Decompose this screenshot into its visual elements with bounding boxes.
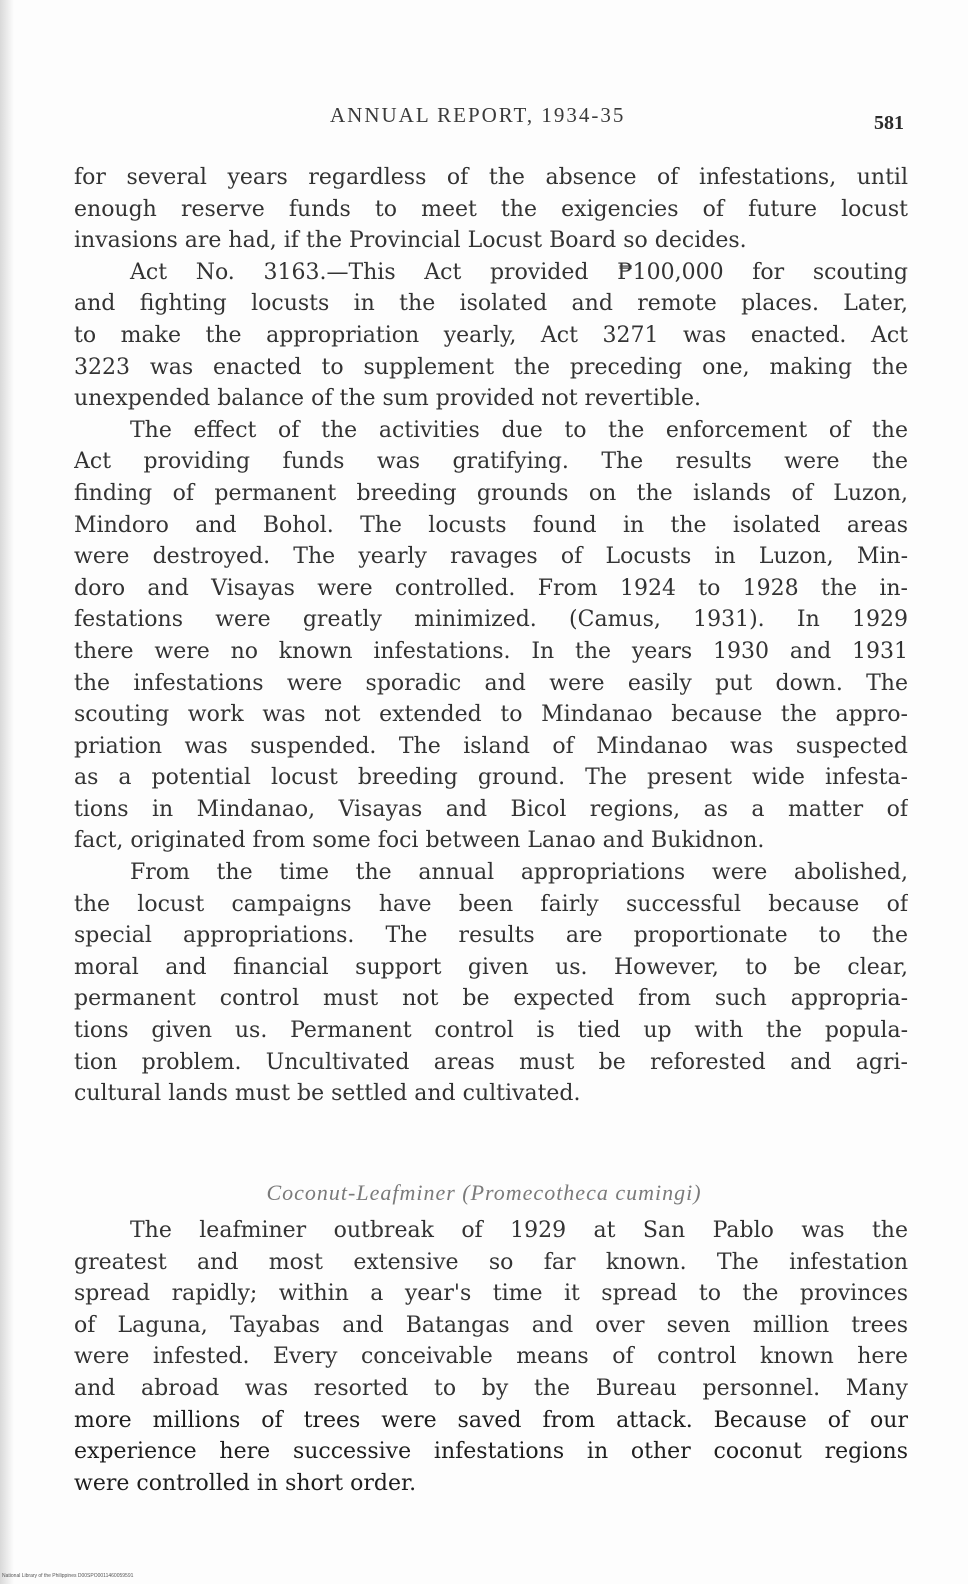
text-line: fact, originated from some foci between Lanao and Bukidnon. bbox=[74, 828, 765, 854]
text-line: unexpended balance of the sum provided not revertible. bbox=[74, 386, 702, 412]
text-line: to make the appropriation yearly, Act 3271 was enacted. Act bbox=[74, 322, 908, 348]
text-line: the infestations were sporadic and were easily put down. The bbox=[74, 670, 908, 696]
text-line: The effect of the activities due to the enforcement of the bbox=[130, 417, 908, 443]
page-number: 581 bbox=[874, 112, 904, 134]
text-line: spread rapidly; within a year's time it spread to the provinces bbox=[74, 1281, 908, 1307]
page-edge-shadow bbox=[0, 0, 14, 1584]
text-line: were destroyed. The yearly ravages of Locusts in Luzon, Min- bbox=[74, 544, 908, 570]
running-head: ANNUAL REPORT, 1934-35 bbox=[330, 103, 626, 127]
text-line: tions in Mindanao, Visayas and Bicol regions, as a matter of bbox=[74, 796, 908, 822]
text-line: festations were greatly minimized. (Camus, 1931). In 1929 bbox=[74, 607, 908, 633]
text-line: experience here successive infestations in other coconut regions bbox=[74, 1439, 908, 1465]
text-line: Act No. 3163.—This Act provided ₱100,000 for scouting bbox=[130, 259, 908, 285]
text-line: The leafminer outbreak of 1929 at San Pablo was the bbox=[130, 1218, 908, 1243]
text-line: and fighting locusts in the isolated and remote places. Later, bbox=[74, 291, 908, 317]
text-line: doro and Visayas were controlled. From 1924 to 1928 the in- bbox=[74, 575, 908, 601]
text-line: tion problem. Uncultivated areas must be reforested and agri- bbox=[74, 1049, 908, 1075]
text-line: enough reserve funds to meet the exigencies of future locust bbox=[74, 196, 908, 222]
text-line: of Laguna, Tayabas and Batangas and over seven million trees bbox=[74, 1312, 908, 1338]
text-line: cultural lands must be settled and cultivated. bbox=[74, 1081, 581, 1107]
section-text bbox=[74, 1215, 908, 1499]
text-line: moral and financial support given us. However, to be clear, bbox=[74, 954, 908, 980]
text-line: invasions are had, if the Provincial Locust Board so decides. bbox=[74, 228, 747, 254]
text-line: permanent control must not be expected from such appropria- bbox=[74, 986, 908, 1012]
section-heading: Coconut-Leafminer (Promecotheca cumingi) bbox=[266, 1180, 702, 1205]
text-line: Mindoro and Bohol. The locusts found in the isolated areas bbox=[74, 512, 908, 538]
text-line: From the time the annual appropriations were abolished, bbox=[130, 860, 908, 886]
text-line: scouting work was not extended to Mindanao because the appro- bbox=[74, 702, 908, 728]
scan-credit: National Library of the Philippines D00SPO0011460059591 bbox=[2, 1573, 134, 1579]
text-line: and abroad was resorted to by the Bureau personnel. Many bbox=[74, 1375, 908, 1401]
text-line: as a potential locust breeding ground. The present wide infesta- bbox=[74, 765, 908, 791]
body-text bbox=[74, 162, 908, 1110]
text-line: Act providing funds was gratifying. The results were the bbox=[74, 449, 908, 475]
text-line: were controlled in short order. bbox=[74, 1470, 417, 1496]
text-line: finding of permanent breeding grounds on the islands of Luzon, bbox=[74, 480, 908, 506]
text-line: the locust campaigns have been fairly successful because of bbox=[74, 891, 908, 917]
text-line: there were no known infestations. In the years 1930 and 1931 bbox=[74, 638, 908, 664]
text-line: special appropriations. The results are proportionate to the bbox=[74, 923, 908, 949]
text-line: priation was suspended. The island of Mindanao was suspected bbox=[74, 733, 908, 759]
text-line: for several years regardless of the absence of infestations, until bbox=[74, 165, 908, 190]
text-line: tions given us. Permanent control is tied up with the popula- bbox=[74, 1018, 908, 1044]
text-line: 3223 was enacted to supplement the preceding one, making the bbox=[74, 354, 908, 380]
text-line: more millions of trees were saved from attack. Because of our bbox=[74, 1407, 908, 1433]
text-line: greatest and most extensive so far known. The infestation bbox=[74, 1249, 908, 1275]
text-line: were infested. Every conceivable means of control known here bbox=[74, 1344, 908, 1370]
